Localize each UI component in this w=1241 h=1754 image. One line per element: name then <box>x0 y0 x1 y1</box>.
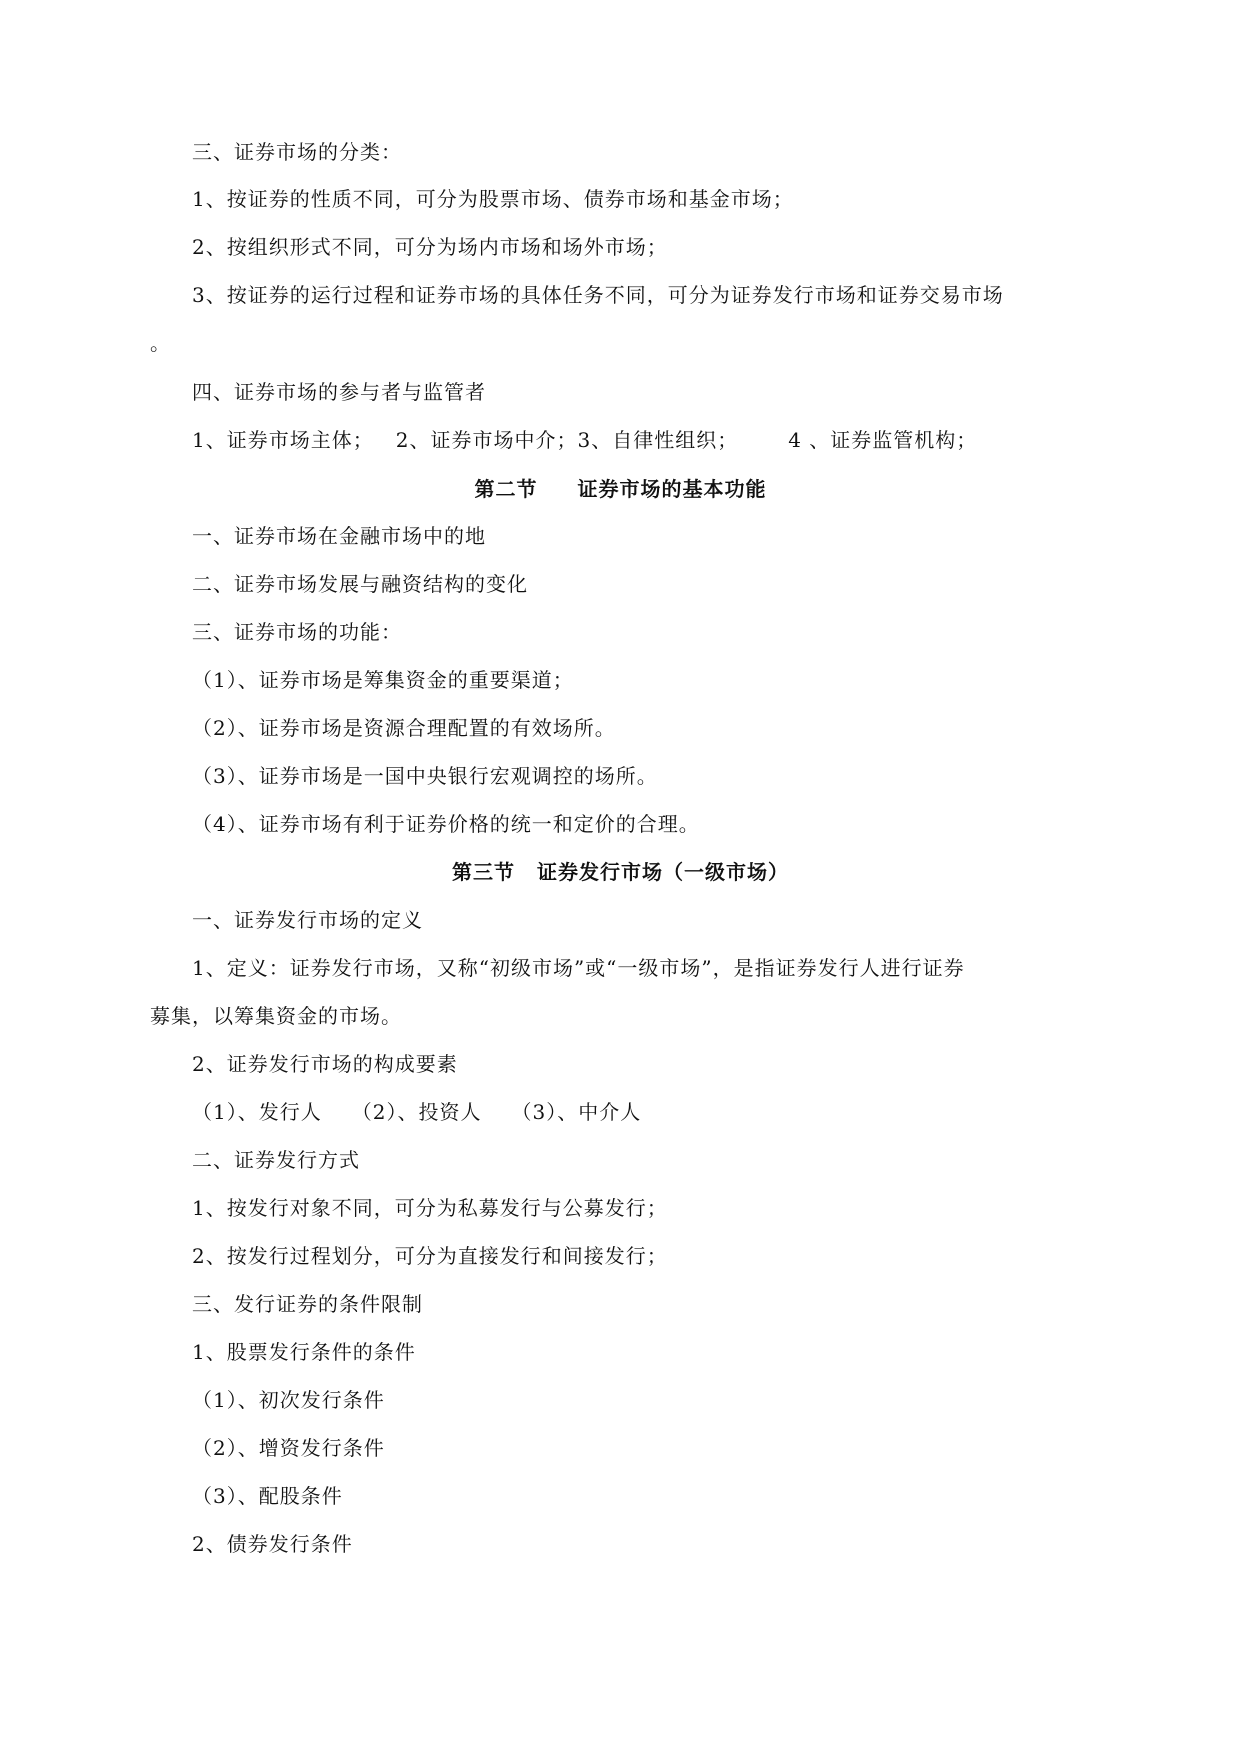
paragraph: 1、定义：证券发行市场，又称“初级市场”或“一级市场”，是指证券发行人进行证券 <box>192 956 965 980</box>
list-item: （2）、增资发行条件 <box>192 1436 385 1460</box>
participants-line <box>192 428 977 452</box>
section-heading: 三、证券市场的分类： <box>192 140 402 164</box>
list-item: （2）、投资人 <box>351 1100 482 1124</box>
list-item: 1、证券市场主体； <box>192 428 374 452</box>
list-item: （1）、发行人 <box>192 1100 322 1124</box>
list-item: 2、证券市场中介； <box>395 428 578 452</box>
chapter-section-heading <box>0 477 1241 501</box>
list-item: （3）、中介人 <box>511 1100 642 1124</box>
list-item: 3、自律性组织； <box>577 428 739 452</box>
paragraph: 3、按证券的运行过程和证券市场的具体任务不同，可分为证券发行市场和证券交易市场 <box>192 283 1004 307</box>
list-item: （2）、证券市场是资源合理配置的有效场所。 <box>192 716 616 740</box>
paragraph: 2、证券发行市场的构成要素 <box>192 1052 458 1076</box>
paragraph-continuation: 募集，以筹集资金的市场。 <box>150 1004 402 1028</box>
list-item: 1、按发行对象不同，可分为私募发行与公募发行； <box>192 1196 668 1220</box>
list-item: 1、股票发行条件的条件 <box>192 1340 416 1364</box>
paragraph: 1、按证券的性质不同，可分为股票市场、债券市场和基金市场； <box>192 187 794 211</box>
paragraph: 一、证券市场在金融市场中的地 <box>192 524 486 548</box>
paragraph: 2、按组织形式不同，可分为场内市场和场外市场； <box>192 235 668 259</box>
section-heading: 二、证券发行方式 <box>192 1148 360 1172</box>
list-item: （4）、证券市场有利于证券价格的统一和定价的合理。 <box>192 812 700 836</box>
section-title: 证券发行市场（一级市场） <box>537 860 789 884</box>
section-title: 证券市场的基本功能 <box>577 477 767 501</box>
list-item: 2、债券发行条件 <box>192 1532 353 1556</box>
paragraph-continuation: 。 <box>150 331 171 355</box>
list-item: 2、按发行过程划分，可分为直接发行和间接发行； <box>192 1244 668 1268</box>
section-number: 第三节 <box>452 860 515 884</box>
paragraph: 三、证券市场的功能： <box>192 620 402 644</box>
list-item: （1）、证券市场是筹集资金的重要渠道； <box>192 668 574 692</box>
list-item: （3）、证券市场是一国中央银行宏观调控的场所。 <box>192 764 658 788</box>
chapter-section-heading <box>0 860 1241 884</box>
list-item: 4 、证券监管机构； <box>788 428 978 452</box>
section-number: 第二节 <box>474 477 538 501</box>
section-heading: 四、证券市场的参与者与监管者 <box>192 380 486 404</box>
elements-line <box>192 1100 641 1124</box>
list-item: （1）、初次发行条件 <box>192 1388 385 1412</box>
list-item: （3）、配股条件 <box>192 1484 343 1508</box>
paragraph: 一、证券发行市场的定义 <box>192 908 423 932</box>
paragraph: 二、证券市场发展与融资结构的变化 <box>192 572 528 596</box>
section-heading: 三、发行证券的条件限制 <box>192 1292 423 1316</box>
